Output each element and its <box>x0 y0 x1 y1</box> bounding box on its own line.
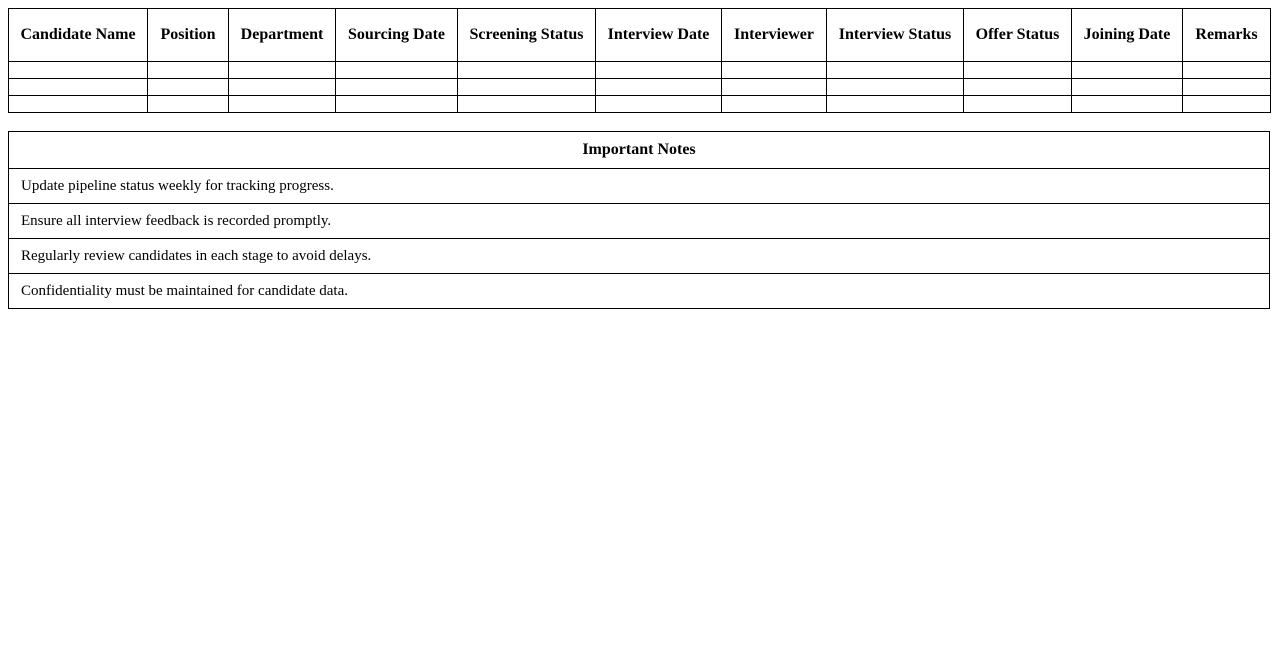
table-cell[interactable] <box>596 62 722 79</box>
table-cell[interactable] <box>229 79 336 96</box>
notes-row <box>9 169 1270 204</box>
column-header-position: Position <box>148 9 229 62</box>
table-cell[interactable] <box>827 96 964 113</box>
notes-row <box>9 239 1270 274</box>
table-cell[interactable] <box>336 96 458 113</box>
table-cell[interactable] <box>964 62 1072 79</box>
table-row <box>9 79 1271 96</box>
column-header-screening-status: Screening Status <box>458 9 596 62</box>
candidate-pipeline-table <box>8 8 1271 113</box>
table-cell[interactable] <box>1072 96 1183 113</box>
table-cell[interactable] <box>458 96 596 113</box>
notes-header-row <box>9 132 1270 169</box>
notes-row <box>9 274 1270 309</box>
column-header-department: Department <box>229 9 336 62</box>
notes-title: Important Notes <box>9 132 1270 169</box>
table-cell[interactable] <box>148 62 229 79</box>
table-cell[interactable] <box>1183 79 1271 96</box>
column-header-interview-date: Interview Date <box>596 9 722 62</box>
table-cell[interactable] <box>9 79 148 96</box>
table-cell[interactable] <box>596 79 722 96</box>
table-header-row <box>9 9 1271 62</box>
column-header-joining-date: Joining Date <box>1072 9 1183 62</box>
table-cell[interactable] <box>336 79 458 96</box>
note-item: Confidentiality must be maintained for candidate data. <box>9 274 1270 309</box>
column-header-candidate-name: Candidate Name <box>9 9 148 62</box>
table-cell[interactable] <box>964 96 1072 113</box>
column-header-interviewer: Interviewer <box>722 9 827 62</box>
table-cell[interactable] <box>336 62 458 79</box>
table-cell[interactable] <box>1183 96 1271 113</box>
table-row <box>9 96 1271 113</box>
table-cell[interactable] <box>1072 79 1183 96</box>
table-cell[interactable] <box>148 96 229 113</box>
table-cell[interactable] <box>1183 62 1271 79</box>
column-header-remarks: Remarks <box>1183 9 1271 62</box>
note-item: Ensure all interview feedback is recorded promptly. <box>9 204 1270 239</box>
table-cell[interactable] <box>722 62 827 79</box>
table-cell[interactable] <box>596 96 722 113</box>
table-cell[interactable] <box>9 62 148 79</box>
notes-row <box>9 204 1270 239</box>
table-cell[interactable] <box>148 79 229 96</box>
table-cell[interactable] <box>229 96 336 113</box>
table-cell[interactable] <box>827 62 964 79</box>
important-notes-table <box>8 131 1270 309</box>
column-header-sourcing-date: Sourcing Date <box>336 9 458 62</box>
table-cell[interactable] <box>722 96 827 113</box>
table-cell[interactable] <box>9 96 148 113</box>
table-cell[interactable] <box>722 79 827 96</box>
table-cell[interactable] <box>827 79 964 96</box>
table-cell[interactable] <box>964 79 1072 96</box>
table-cell[interactable] <box>1072 62 1183 79</box>
table-cell[interactable] <box>458 62 596 79</box>
table-cell[interactable] <box>229 62 336 79</box>
column-header-offer-status: Offer Status <box>964 9 1072 62</box>
note-item: Regularly review candidates in each stage to avoid delays. <box>9 239 1270 274</box>
table-row <box>9 62 1271 79</box>
column-header-interview-status: Interview Status <box>827 9 964 62</box>
table-cell[interactable] <box>458 79 596 96</box>
note-item: Update pipeline status weekly for tracking progress. <box>9 169 1270 204</box>
